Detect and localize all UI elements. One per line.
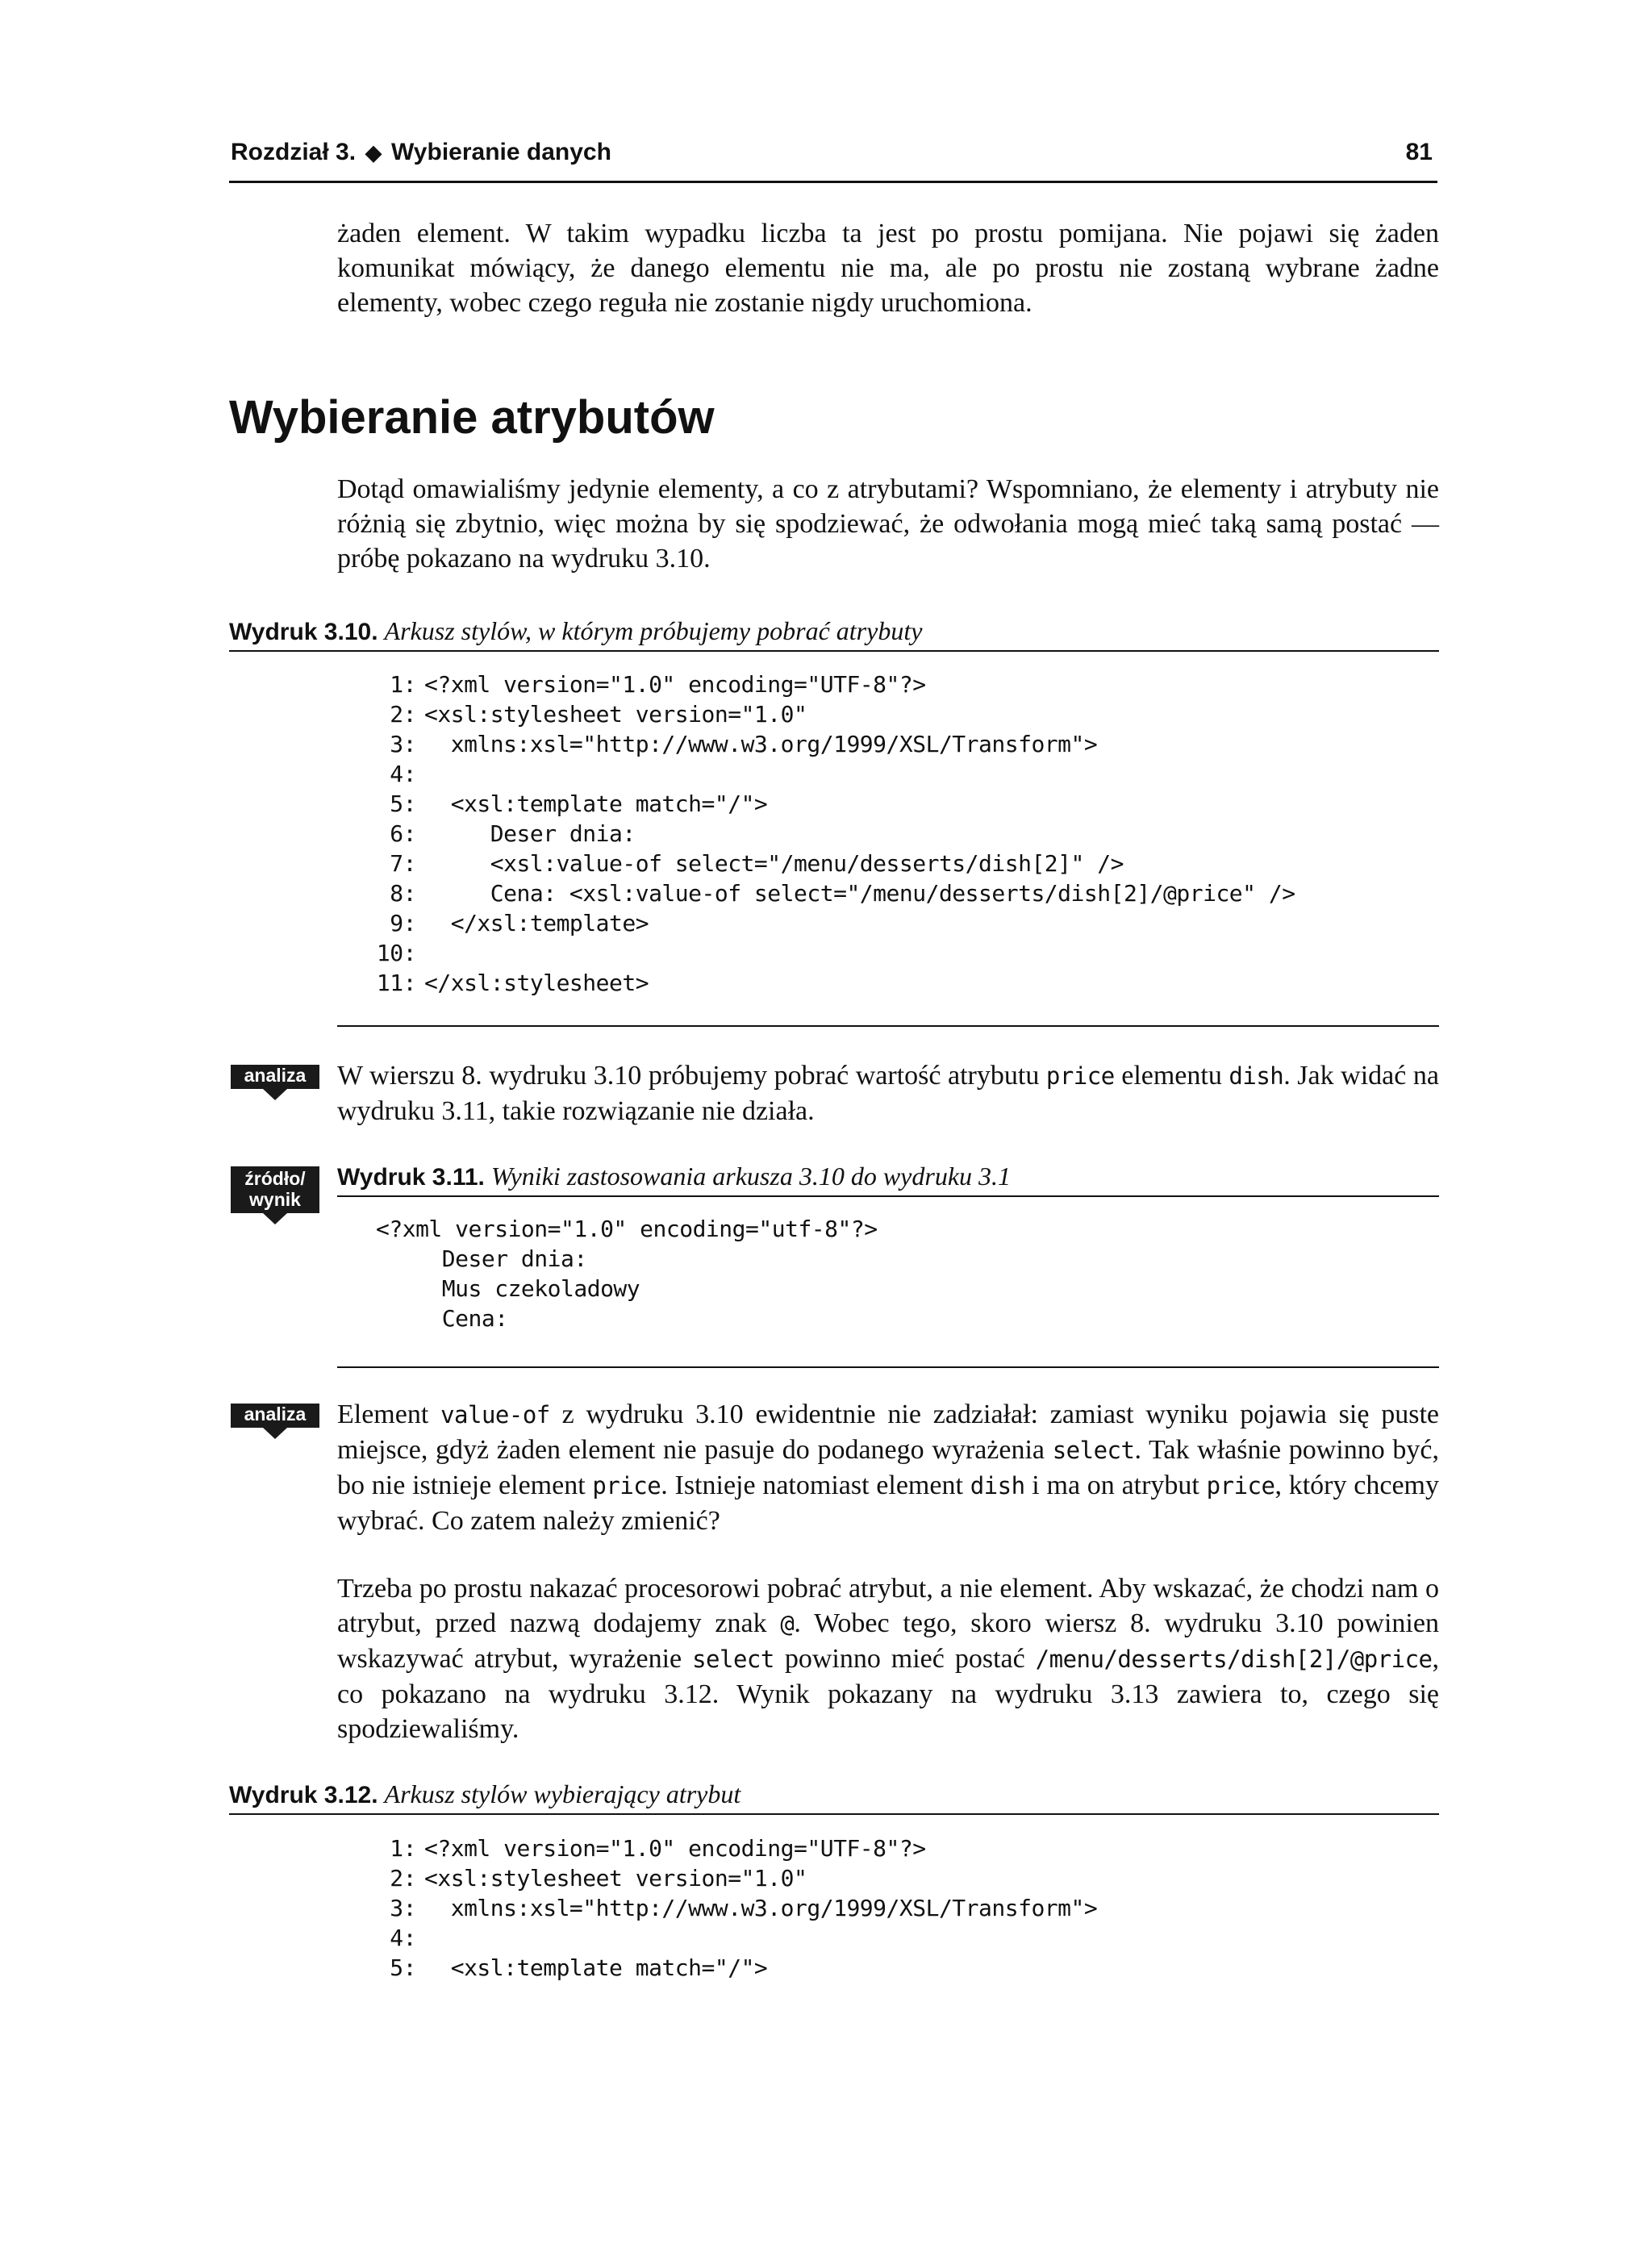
chapter-number: Rozdział 3.	[231, 139, 357, 165]
code-text: <?xml version="1.0" encoding="UTF-8"?>	[424, 1835, 926, 1862]
code-line	[371, 849, 1295, 878]
code-line: Cena:	[376, 1305, 508, 1332]
code-text: xmlns:xsl="http://www.w3.org/1999/XSL/Transform">	[424, 731, 1098, 757]
code-line	[371, 1833, 1097, 1863]
listing-end-rule	[337, 1025, 1439, 1027]
code-text: Cena: <xsl:value-of select="/menu/desserts/dish[2]/@price" />	[424, 880, 1295, 907]
line-number: 11:	[376, 970, 416, 996]
line-number: 2:	[390, 1865, 416, 1892]
inline-code: price	[1206, 1472, 1275, 1500]
text-run: , co pokazano na wydruku 3.12. Wynik pokazany na wydruku 3.13 zawiera to, czego się spodziewaliśmy.	[337, 1644, 1439, 1744]
line-number: 8:	[390, 880, 416, 907]
analysis-paragraph-2	[337, 1397, 1439, 1538]
code-text: <xsl:stylesheet version="1.0"	[424, 701, 807, 728]
code-line	[371, 968, 1295, 998]
text-run: , który chcemy wybrać. Co zatem należy zmienić?	[337, 1470, 1439, 1536]
inline-code: select	[692, 1646, 774, 1673]
code-line	[371, 1953, 1097, 1983]
diamond-separator-icon: ◆	[365, 140, 382, 165]
code-listing-3-12	[371, 1833, 1097, 1983]
code-text: <xsl:template match="/">	[424, 1954, 768, 1981]
code-line	[371, 1923, 1097, 1953]
fix-paragraph	[337, 1571, 1439, 1746]
section-paragraph: Dotąd omawialiśmy jedynie elementy, a co z atrybutami? Wspomniano, że elementy i atrybuty nie różnią się zbytnio, więc można by się spodziewać, że odwołania mogą mieć taką samą postać — próbę pokazano na wydruku 3.10.	[337, 474, 1439, 574]
inline-code: price	[1045, 1062, 1115, 1090]
line-number: 6:	[390, 820, 416, 847]
code-text: <xsl:value-of select="/menu/desserts/dish[2]" />	[424, 850, 1124, 877]
line-number: 2:	[390, 701, 416, 728]
text-run: . Istnieje natomiast element	[661, 1470, 970, 1500]
badge-label-line2: wynik	[249, 1189, 301, 1210]
analysis-paragraph-1	[337, 1058, 1439, 1128]
listing-caption-3-12	[229, 1778, 1439, 1815]
text-run: . Wobec tego, skoro wiersz 8. wydruku 3.10 powinien wskazywać atrybut, wyrażenie	[337, 1608, 1439, 1674]
badge-label: analiza	[244, 1065, 307, 1086]
inline-code: select	[1052, 1437, 1135, 1464]
code-line	[371, 819, 1295, 849]
text-run: Trzeba po prostu nakazać procesorowi pobrać atrybut, a nie element. Aby wskazać, że chodzi nam o atrybut, przed nazwą dodajemy znak	[337, 1574, 1439, 1638]
code-text: <xsl:template match="/">	[424, 790, 768, 817]
code-line	[371, 938, 1295, 968]
code-line	[371, 669, 1295, 699]
code-listing-3-10	[371, 669, 1295, 998]
inline-code: price	[592, 1472, 661, 1500]
line-number: 5:	[390, 790, 416, 817]
text-run: . Jak widać na wydruku 3.11, takie rozwiązanie nie działa.	[337, 1061, 1439, 1126]
code-text: </xsl:stylesheet>	[424, 970, 649, 996]
text-run: powinno mieć postać	[774, 1644, 1036, 1674]
chapter-title	[231, 139, 611, 166]
code-line	[371, 1893, 1097, 1923]
badge-label: analiza	[244, 1404, 307, 1424]
analysis-badge-icon	[231, 1404, 319, 1428]
inline-code: value-of	[440, 1401, 550, 1429]
inline-code: dish	[1229, 1062, 1284, 1090]
line-number: 1:	[390, 671, 416, 698]
section-heading: Wybieranie atrybutów	[229, 391, 715, 444]
line-number: 4:	[390, 1925, 416, 1951]
code-listing-3-11	[376, 1214, 878, 1333]
chapter-name: Wybieranie danych	[391, 139, 611, 165]
text-run: . Tak właśnie powinno być, bo nie istnieje element	[337, 1435, 1439, 1500]
listing-number: Wydruk 3.11.	[337, 1164, 485, 1191]
line-number: 10:	[376, 940, 416, 966]
code-line	[371, 908, 1295, 938]
code-line: <?xml version="1.0" encoding="utf-8"?>	[376, 1216, 878, 1242]
page-number: 81	[1405, 139, 1433, 165]
code-text: xmlns:xsl="http://www.w3.org/1999/XSL/Transform">	[424, 1895, 1098, 1921]
listing-title: Arkusz stylów wybierający atrybut	[384, 1779, 741, 1808]
text-run: W wierszu 8. wydruku 3.10 próbujemy pobrać wartość atrybutu	[337, 1061, 1046, 1091]
code-line: Mus czekoladowy	[376, 1275, 640, 1302]
text-run: elementu	[1114, 1061, 1229, 1091]
line-number: 7:	[390, 850, 416, 877]
code-line	[371, 699, 1295, 729]
intro-paragraph: żaden element. W takim wypadku liczba ta jest po prostu pomijana. Nie pojawi się żaden komunikat mówiący, że danego elementu nie ma, ale po prostu nie zostaną wybrane żadne elementy, wobec czego reguła nie zostanie nigdy uruchomiona.	[337, 219, 1439, 318]
line-number: 4:	[390, 761, 416, 787]
inline-code: /menu/desserts/dish[2]/@price	[1035, 1646, 1433, 1673]
listing-number: Wydruk 3.10.	[229, 619, 378, 645]
listing-end-rule	[337, 1366, 1439, 1368]
code-line: Deser dnia:	[376, 1245, 587, 1272]
listing-title: Arkusz stylów, w którym próbujemy pobrać atrybuty	[384, 616, 923, 645]
code-line	[371, 759, 1295, 789]
code-text: </xsl:template>	[424, 910, 649, 936]
inline-code: dish	[970, 1472, 1025, 1500]
running-header	[229, 136, 1437, 183]
code-line	[371, 878, 1295, 908]
line-number: 1:	[390, 1835, 416, 1862]
output-badge-icon	[231, 1166, 319, 1213]
analysis-badge-icon	[231, 1065, 319, 1089]
text-run: z wydruku 3.10 ewidentnie nie zadziałał: zamiast wyniku pojawia się puste miejsce, gdyż żaden element nie pasuje do podanego wyrażenia	[337, 1399, 1439, 1465]
line-number: 3:	[390, 731, 416, 757]
listing-caption-3-11	[337, 1160, 1439, 1197]
listing-number: Wydruk 3.12.	[229, 1782, 378, 1808]
text-run: Element	[337, 1399, 441, 1429]
line-number: 9:	[390, 910, 416, 936]
code-text: Deser dnia:	[424, 820, 636, 847]
code-text: <?xml version="1.0" encoding="UTF-8"?>	[424, 671, 926, 698]
inline-code: @	[780, 1610, 795, 1637]
code-text: <xsl:stylesheet version="1.0"	[424, 1865, 807, 1892]
line-number: 3:	[390, 1895, 416, 1921]
line-number: 5:	[390, 1954, 416, 1981]
code-line	[371, 729, 1295, 759]
code-line	[371, 789, 1295, 819]
listing-title: Wyniki zastosowania arkusza 3.10 do wydruku 3.1	[490, 1162, 1012, 1191]
listing-caption-3-10	[229, 615, 1439, 652]
text-run: i ma on atrybut	[1024, 1470, 1207, 1500]
code-line	[371, 1863, 1097, 1893]
badge-label-line1: źródło/	[244, 1168, 306, 1189]
